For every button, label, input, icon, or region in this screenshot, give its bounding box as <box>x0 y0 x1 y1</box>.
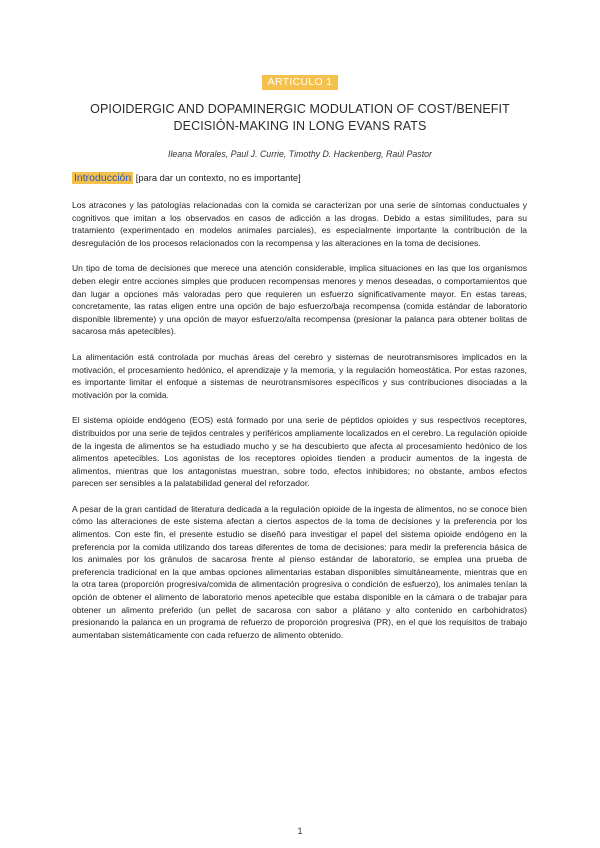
section-note: [para dar un contexto, no es importante] <box>135 173 301 183</box>
article-badge: ARTICULO 1 <box>262 75 339 90</box>
section-heading: Introducción <box>74 172 132 184</box>
page-number: 1 <box>297 826 303 836</box>
paragraph: Los atracones y las patologías relacionadas con la comida se caracterizan por una serie de síntomas conductuales y cognitivos que imitan a los observados en casos de adicción a las drogas. Debido a estas similitudes, para su tratamiento (experimentado en modelos animales parciales), es especialmente importante la contribución de la desregulación de los procesos relacionados con la recompensa y las alteraciones en la toma de decisiones. <box>72 200 527 248</box>
paragraph: A pesar de la gran cantidad de literatura dedicada a la regulación opioide de la ingesta de alimentos, no se conoce bien cómo las alteraciones de este sistema afectan a ciertos aspectos de la toma de decisiones y la preferencia por los alimentos. Con este fin, el presente estudio se diseñó para investigar el papel del sistema opioide endógeno en la preferencia por la comida utilizando dos tareas diferentes de toma de decisiones: para medir la preferencia básica de los animales por los gránulos de sacarosa frente al pienso estándar de laboratorio, se emplea una prueba de preferencia tradicional en la que ambas opciones alimentarias estaban disponibles simultáneamente, mientras que en la otra tarea (proporción progresiva/comida de alimentación progresiva o condición de esfuerzo), los animales tenían la opción de obtener el alimento de laboratorio menos apetecible que estaba disponible en la cámara o de trabajar para obtener un alimento preferido (un pellet de sacarosa con sabor a plátano y alto contenido en carbohidratos) presionando la palanca en un programa de refuerzo de proporción progresiva (PR), en el que los requisitos de trabajo aumentaban sistemáticamente con cada refuerzo de alimento obtenido. <box>72 503 527 640</box>
title-line-1: OPIOIDERGIC AND DOPAMINERGIC MODULATION OF COST/BENEFIT <box>90 102 510 116</box>
paragraph: El sistema opioide endógeno (EOS) está formado por una serie de péptidos opioides y sus respectivos receptores, distribuidos por una serie de tejidos centrales y periféricos ampliamente localizados en el cerebro. La regulación opioide de la ingesta de alimentos se ha estudiado mucho y se ha descubierto que afecta al procesamiento hedónico de los alimentos apetecibles. Los agonistas de los receptores opioides tienden a producir aumentos de la ingesta de alimentos, mientras que los antagonistas muestran, sobre todo, efectos inhibidores; no obstante, ambos efectos parecen ser sensibles a la palatabilidad general del reforzador. <box>72 415 527 489</box>
paragraph: La alimentación está controlada por muchas áreas del cerebro y sistemas de neurotransmisores implicados en la motivación, el procesamiento hedónico, el aprendizaje y la memoria, y la regulación homeostática. Por estas razones, es importante limitar el enfoque a sistemas de neurotransmisores específicos y sus contribuciones disociadas a la motivación por la comida. <box>72 351 527 400</box>
article-title <box>60 101 540 135</box>
badge-row <box>0 72 600 90</box>
title-line-2: DECISIÓN-MAKING IN LONG EVANS RATS <box>173 119 427 133</box>
paragraph: Un tipo de toma de decisiones que merece una atención considerable, implica situaciones en las que los organismos deben elegir entre acciones simples que producen recompensas menores y menos deseadas, o comportamientos que dan lugar a opciones más valoradas pero que requieren un esfuerzo significativamente mayor. En estas tareas, concretamente, las ratas eligen entre una opción de bajo esfuerzo/baja recompensa (comida estándar de laboratorio disponible libremente) y una opción de mayor esfuerzo/alta recompensa (presionar la palanca para obtener bolitas de sacarosa más apetecibles). <box>72 263 527 337</box>
section-heading-row <box>72 172 301 185</box>
authors: Ileana Morales, Paul J. Currie, Timothy D. Hackenberg, Raúl Pastor <box>168 149 432 159</box>
body-text <box>72 199 527 654</box>
